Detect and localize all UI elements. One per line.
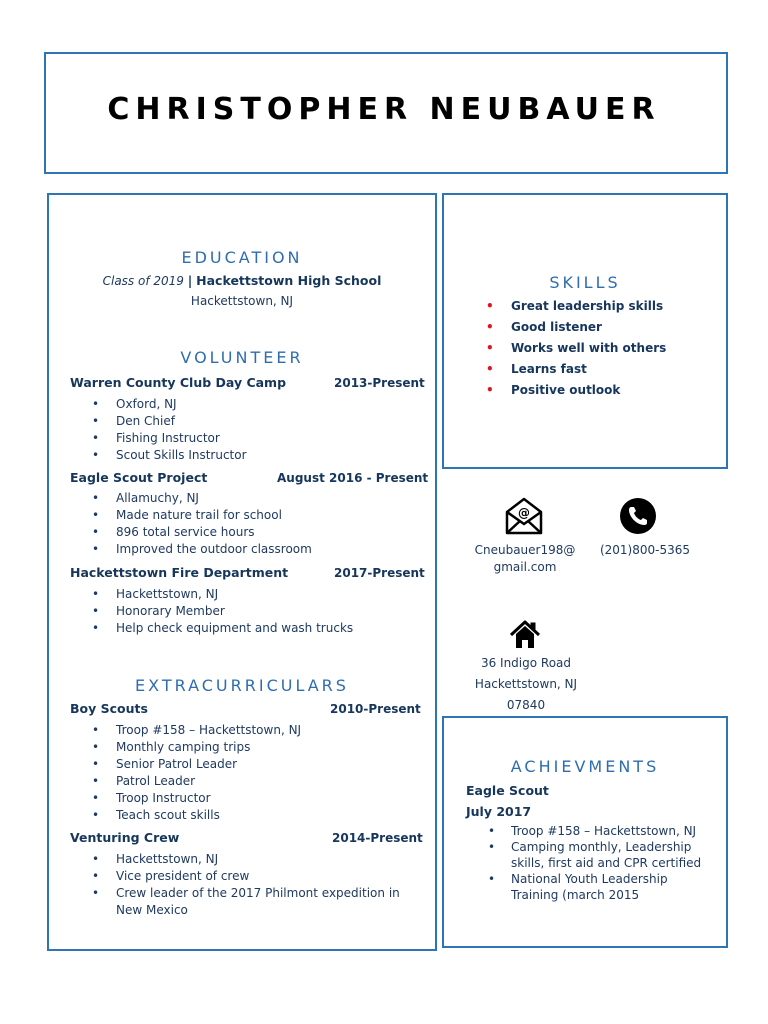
extracurricular-entry-items [70, 722, 301, 824]
list-item: • Monthly camping trips [70, 739, 301, 756]
list-item: • 896 total service hours [70, 524, 312, 541]
list-item: • Oxford, NJ [70, 396, 247, 413]
list-item: • Troop Instructor [70, 790, 301, 807]
svg-text:@: @ [518, 506, 530, 520]
extracurriculars-title: EXTRACURRICULARS [135, 676, 349, 695]
education-title: EDUCATION [181, 248, 303, 267]
volunteer-entry-date: August 2016 - Present [277, 471, 429, 485]
volunteer-entry-items [70, 396, 247, 464]
class-of: Class of 2019 [102, 274, 184, 288]
volunteer-title: VOLUNTEER [180, 348, 304, 367]
phone-icon [619, 497, 657, 535]
list-item: • Honorary Member [70, 603, 353, 620]
list-item: • Vice president of crew [70, 868, 416, 885]
home-icon [509, 620, 541, 650]
phone-number: (201)800-5365 [599, 543, 691, 557]
list-item: • Made nature trail for school [70, 507, 312, 524]
achievements-title: ACHIEVMENTS [510, 757, 660, 776]
email-icon [504, 496, 544, 536]
volunteer-entry-date: 2013-Present [334, 376, 425, 390]
list-item: • Scout Skills Instructor [70, 447, 247, 464]
address-line3: 07840 [506, 698, 546, 712]
email-line1: Cneubauer198@ [474, 543, 576, 557]
volunteer-entry-items [70, 586, 353, 637]
skill-item: • Good listener [442, 317, 666, 338]
list-item: • National Youth Leadership Training (march 2015 [442, 871, 712, 903]
skill-item: • Learns fast [442, 359, 666, 380]
skill-item: • Works well with others [442, 338, 666, 359]
address-line2: Hackettstown, NJ [474, 677, 578, 691]
list-item: • Crew leader of the 2017 Philmont expedition in New Mexico [70, 885, 416, 919]
list-item: • Fishing Instructor [70, 430, 247, 447]
school-name: Hackettstown High School [196, 273, 382, 288]
email-line2: gmail.com [493, 560, 557, 574]
separator: | [187, 273, 193, 288]
resume-name: CHRISTOPHER NEUBAUER [107, 92, 661, 127]
achievement-date: July 2017 [466, 804, 532, 819]
list-item: • Allamuchy, NJ [70, 490, 312, 507]
education-line [47, 273, 437, 288]
volunteer-entry-name: Eagle Scout Project [70, 470, 208, 485]
address-line1: 36 Indigo Road [480, 656, 572, 670]
extracurricular-entry-items [70, 851, 416, 919]
list-item: • Help check equipment and wash trucks [70, 620, 353, 637]
list-item: • Teach scout skills [70, 807, 301, 824]
list-item: • Troop #158 – Hackettstown, NJ [442, 823, 712, 839]
extracurricular-entry-name: Boy Scouts [70, 701, 148, 716]
achievement-award: Eagle Scout [466, 783, 549, 798]
extracurricular-entry-date: 2010-Present [330, 702, 421, 716]
volunteer-entry-date: 2017-Present [334, 566, 425, 580]
list-item: • Den Chief [70, 413, 247, 430]
skills-list [442, 296, 666, 401]
skill-item: • Positive outlook [442, 380, 666, 401]
extracurricular-entry-name: Venturing Crew [70, 830, 180, 845]
volunteer-entry-name: Hackettstown Fire Department [70, 565, 289, 580]
list-item: • Improved the outdoor classroom [70, 541, 312, 558]
list-item: • Hackettstown, NJ [70, 851, 416, 868]
skill-item: • Great leadership skills [442, 296, 666, 317]
list-item: • Troop #158 – Hackettstown, NJ [70, 722, 301, 739]
volunteer-entry-items [70, 490, 312, 558]
skills-title: SKILLS [549, 273, 621, 292]
achievement-items [442, 823, 712, 903]
list-item: • Senior Patrol Leader [70, 756, 301, 773]
volunteer-entry-name: Warren County Club Day Camp [70, 375, 287, 390]
school-location: Hackettstown, NJ [190, 294, 294, 308]
extracurricular-entry-date: 2014-Present [332, 831, 423, 845]
list-item: • Hackettstown, NJ [70, 586, 353, 603]
list-item: • Camping monthly, Leadership skills, first aid and CPR certified [442, 839, 712, 871]
list-item: • Patrol Leader [70, 773, 301, 790]
